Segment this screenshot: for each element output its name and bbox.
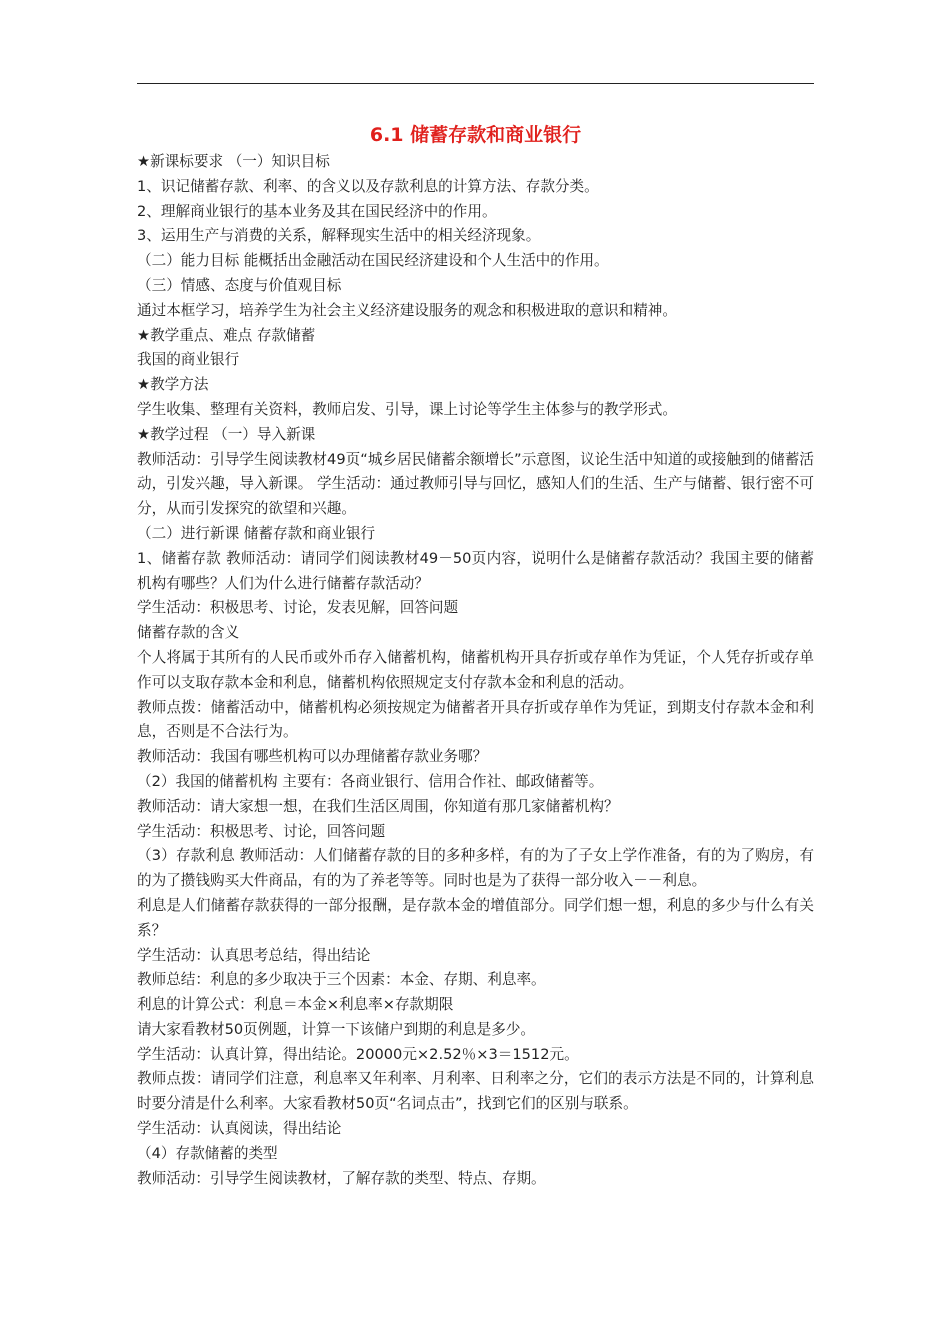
paragraph: （4）存款储蓄的类型: [137, 1144, 278, 1162]
paragraph: 教师总结：利息的多少取决于三个因素：本金、存期、利息率。: [137, 971, 546, 989]
paragraph: 教师点拨：储蓄活动中，储蓄机构必须按规定为储蓄者开具存折或存单作为凭证，到期支付存款本金和利息，否则是不合法行为。: [137, 698, 814, 741]
paragraph: 教师活动：引导学生阅读教材49页“城乡居民储蓄余额增长”示意图，议论生活中知道的或接触到的储蓄活动，引发兴趣，导入新课。 学生活动：通过教师引导与回忆，感知人们的生活、生产与储蓄、银行密不可分，从而引发探究的欲望和兴趣。: [137, 450, 814, 518]
paragraph: 教师活动：我国有哪些机构可以办理储蓄存款业务哪？: [137, 748, 488, 766]
document-title: 6.1 储蓄存款和商业银行: [369, 124, 582, 146]
paragraph: （2）我国的储蓄机构 主要有：各商业银行、信用合作社、邮政储蓄等。: [137, 772, 604, 790]
paragraph: 学生活动：认真计算，得出结论。20000元×2.52％×3＝1512元。: [137, 1045, 579, 1063]
paragraph: 利息是人们储蓄存款获得的一部分报酬，是存款本金的增值部分。同学们想一想，利息的多少与什么有关系？: [137, 896, 814, 939]
paragraph: ★教学方法: [137, 376, 209, 394]
paragraph: ★教学重点、难点 存款储蓄: [137, 326, 316, 344]
paragraph: 学生活动：认真阅读，得出结论: [137, 1120, 342, 1138]
paragraph: 我国的商业银行: [137, 351, 240, 369]
paragraph: 学生活动：积极思考、讨论，发表见解，回答问题: [137, 599, 459, 617]
paragraph: 1、储蓄存款 教师活动：请同学们阅读教材49－50页内容，说明什么是储蓄存款活动？我国主要的储蓄机构有哪些？人们为什么进行储蓄存款活动？: [137, 549, 814, 592]
paragraph: （3）存款利息 教师活动：人们储蓄存款的目的多种多样，有的为了子女上学作准备，有的为了购房，有的为了攒钱购买大件商品，有的为了养老等等。同时也是为了获得一部分收入－－利息。: [137, 847, 814, 890]
paragraph: 学生活动：积极思考、讨论，回答问题: [137, 822, 386, 840]
paragraph: 储蓄存款的含义: [137, 624, 240, 642]
paragraph: 通过本框学习，培养学生为社会主义经济建设服务的观念和积极进取的意识和精神。: [137, 301, 677, 319]
header-rule: [137, 83, 814, 84]
paragraph: （二）进行新课 储蓄存款和商业银行: [137, 524, 376, 542]
paragraph: 请大家看教材50页例题，计算一下该储户到期的利息是多少。: [137, 1020, 536, 1038]
paragraph: 学生活动：认真思考总结，得出结论: [137, 946, 371, 964]
paragraph: 利息的计算公式：利息＝本金×利息率×存款期限: [137, 996, 454, 1014]
paragraph: 3、运用生产与消费的关系，解释现实生活中的相关经济现象。: [137, 227, 541, 245]
paragraph: 2、理解商业银行的基本业务及其在国民经济中的作用。: [137, 202, 497, 220]
paragraph: 教师活动：请大家想一想，在我们生活区周围，你知道有那几家储蓄机构？: [137, 797, 619, 815]
paragraph: ★教学过程 （一）导入新课: [137, 425, 316, 443]
paragraph: （三）情感、态度与价值观目标: [137, 276, 342, 294]
document-body: [137, 150, 814, 1191]
paragraph: （二）能力目标 能概括出金融活动在国民经济建设和个人生活中的作用。: [137, 252, 609, 270]
paragraph: 教师点拨：请同学们注意，利息率又年利率、月利率、日利率之分，它们的表示方法是不同的，计算利息时要分清是什么利率。大家看教材50页“名词点击”，找到它们的区别与联系。: [137, 1070, 814, 1113]
paragraph: 1、识记储蓄存款、利率、的含义以及存款利息的计算方法、存款分类。: [137, 177, 599, 195]
paragraph: ★新课标要求 （一）知识目标: [137, 153, 330, 170]
paragraph: 学生收集、整理有关资料，教师启发、引导，课上讨论等学生主体参与的教学形式。: [137, 400, 677, 418]
paragraph: 教师活动：引导学生阅读教材，了解存款的类型、特点、存期。: [137, 1169, 546, 1187]
paragraph: 个人将属于其所有的人民币或外币存入储蓄机构，储蓄机构开具存折或存单作为凭证，个人凭存折或存单作可以支取存款本金和利息，储蓄机构依照规定支付存款本金和利息的活动。: [137, 648, 814, 691]
